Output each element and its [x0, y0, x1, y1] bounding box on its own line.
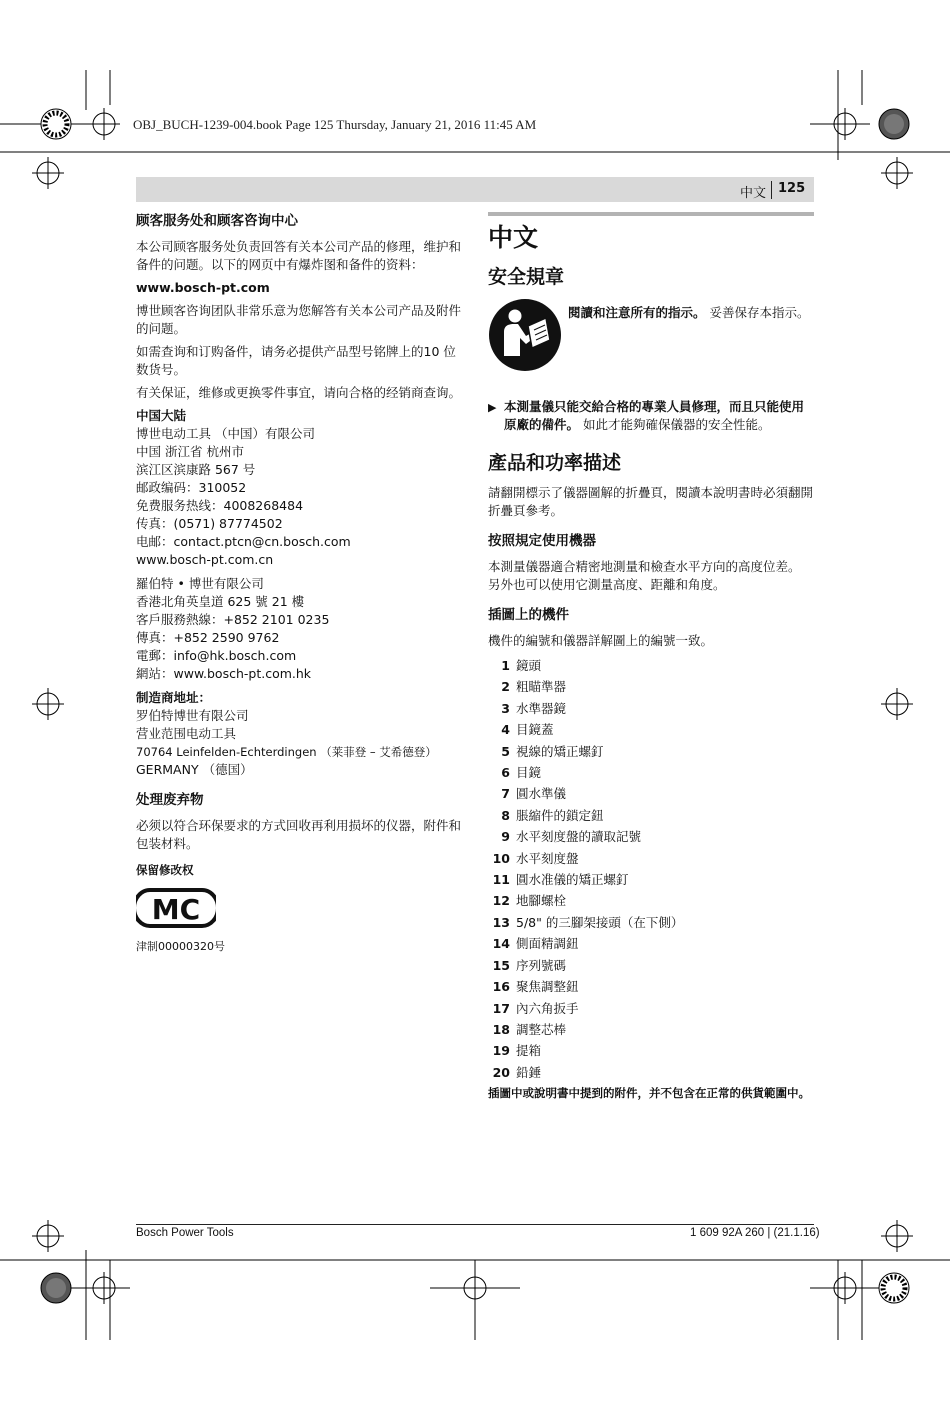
component-item	[488, 890, 814, 911]
page-number: 125	[778, 181, 806, 196]
language-title: 中文	[488, 223, 539, 252]
component-number: 13	[492, 914, 510, 930]
components-heading: 插圖上的機件	[488, 607, 569, 623]
china-line: 免费服务热线：4008268484	[136, 498, 304, 513]
print-metadata: OBJ_BUCH-1239-004.book Page 125 Thursday, January 21, 2016 11:45 AM	[133, 117, 537, 132]
repair-warning	[488, 398, 814, 434]
safety-text	[568, 298, 810, 322]
component-number: 8	[501, 807, 510, 823]
hk-address	[136, 575, 461, 683]
manufacturer-address	[136, 707, 461, 779]
hk-line: 客戶服務熱線：+852 2101 0235	[136, 612, 330, 627]
spare-parts-paragraph: 如需查询和订购备件，请务必提供产品型号铭牌上的10 位数货号。	[136, 344, 456, 377]
component-number: 10	[492, 850, 510, 866]
rights-reserved: 保留修改权	[136, 863, 194, 877]
footer-rule	[136, 1224, 814, 1225]
component-number: 6	[501, 765, 510, 781]
component-label: 內六角扳手	[516, 1000, 579, 1016]
right-column	[488, 222, 814, 1101]
component-label: 側面精調鈕	[516, 936, 579, 952]
manufacturer-line: 罗伯特博世有限公司	[136, 708, 249, 723]
china-email[interactable]: 电邮：contact.ptcn@cn.bosch.com	[136, 534, 351, 549]
component-item	[488, 698, 814, 719]
component-number: 3	[501, 700, 510, 716]
component-label: 提箱	[516, 1043, 542, 1059]
consult-paragraph: 博世顾客咨询团队非常乐意为您解答有关本公司产品及附件的问题。	[136, 303, 462, 336]
hk-line: 羅伯特 • 博世有限公司	[136, 576, 264, 591]
component-number: 18	[492, 1021, 510, 1037]
component-label: 視線的矯正螺釘	[516, 743, 604, 759]
service-heading: 顾客服务处和顾客咨询中心	[136, 213, 298, 229]
component-number: 11	[492, 872, 510, 888]
disposal-heading: 处理废弃物	[136, 792, 204, 808]
component-item	[488, 741, 814, 762]
component-label: 目鏡	[516, 765, 542, 781]
component-label: 5/8" 的三腳架接頭（在下側）	[516, 914, 684, 930]
warranty-paragraph: 有关保证，维修或更换零件事宜，请向合格的经销商查询。	[136, 385, 462, 400]
component-label: 鉛錘	[516, 1064, 542, 1080]
product-text: 請翻開標示了儀器圖解的折疊頁，閱讀本說明書時必須翻開折疊頁參考。	[488, 485, 814, 518]
component-item	[488, 826, 814, 847]
component-number: 20	[492, 1064, 510, 1080]
component-number: 16	[492, 979, 510, 995]
china-line: 传真：(0571) 87774502	[136, 516, 283, 531]
section-rule	[488, 212, 814, 216]
component-label: 鏡頭	[516, 658, 542, 673]
hk-line: 香港北角英皇道 625 號 21 樓	[136, 594, 305, 609]
manufacturer-line: 70764 Leinfelden-Echterdingen （莱菲登 – 艾希德登）	[136, 745, 437, 759]
component-item	[488, 805, 814, 826]
component-item	[488, 869, 814, 890]
china-heading: 中国大陆	[136, 408, 187, 423]
component-label: 聚焦調整鈕	[516, 979, 579, 995]
component-item	[488, 783, 814, 804]
safety-heading: 安全規章	[488, 266, 565, 288]
cmc-logo-text: MC	[151, 893, 201, 926]
component-number: 2	[501, 679, 510, 695]
china-line: 邮政编码：310052	[136, 480, 247, 495]
footer-doc-number: 1 609 92A 260 | (21.1.16)	[690, 1227, 820, 1239]
component-label: 脹縮件的鎖定鈕	[516, 807, 604, 823]
china-line: 滨江区滨康路 567 号	[136, 462, 256, 477]
component-label: 目鏡蓋	[516, 722, 554, 738]
component-number: 1	[501, 658, 510, 673]
component-label: 水平刻度盤	[516, 850, 579, 866]
manufacturer-line: 营业范围电动工具	[136, 726, 237, 741]
component-item	[488, 848, 814, 869]
component-list	[488, 655, 814, 1083]
component-number: 7	[501, 786, 510, 802]
component-item	[488, 955, 814, 976]
china-url[interactable]: www.bosch-pt.com.cn	[136, 552, 274, 567]
manufacturer-line: GERMANY （德国）	[136, 762, 253, 777]
safety-bold: 閱讀和注意所有的指示。	[568, 305, 706, 320]
component-number: 14	[492, 936, 510, 952]
china-line: 博世电动工具 （中国）有限公司	[136, 426, 315, 441]
component-label: 圓水准儀的矯正螺釘	[516, 872, 629, 888]
component-number: 15	[492, 957, 510, 973]
component-label: 粗瞄準器	[516, 679, 567, 695]
component-number: 4	[501, 722, 510, 738]
component-item	[488, 655, 814, 676]
component-number: 9	[501, 829, 510, 845]
component-item	[488, 1040, 814, 1061]
component-item	[488, 976, 814, 997]
left-column	[136, 212, 461, 955]
service-paragraph: 本公司顾客服务处负责回答有关本公司产品的修理，维护和备件的问题。以下的网页中有爆炸图和备件的资料：	[136, 239, 462, 272]
component-number: 19	[492, 1043, 510, 1059]
cmc-logo	[136, 886, 216, 930]
china-address	[136, 425, 461, 569]
footer-brand: Bosch Power Tools	[136, 1227, 234, 1239]
repair-bold: 本測量儀只能交給合格的專業人員修理，而且只能使用原廠的備件。	[504, 399, 805, 432]
component-label: 地腳螺栓	[516, 893, 567, 909]
components-intro: 機件的編號和儀器詳解圖上的編號一致。	[488, 633, 714, 648]
component-item	[488, 719, 814, 740]
component-item	[488, 933, 814, 954]
component-item	[488, 762, 814, 783]
component-item	[488, 912, 814, 933]
component-item	[488, 1019, 814, 1040]
repair-warning-text	[504, 398, 814, 434]
accessories-note: 插圖中或說明書中提到的附件，并不包含在正常的供貨範圍中。	[488, 1086, 810, 1101]
repair-rest: 如此才能夠確保儀器的安全性能。	[579, 417, 771, 432]
component-label: 調整芯棒	[516, 1021, 567, 1037]
component-label: 水準器鏡	[516, 700, 567, 716]
header-language: 中文	[740, 186, 767, 201]
hk-line: 傳真：+852 2590 9762	[136, 630, 280, 645]
component-item	[488, 1062, 814, 1083]
component-label: 水平刻度盤的讀取記號	[516, 829, 642, 845]
service-url[interactable]: www.bosch-pt.com	[136, 280, 270, 295]
component-item	[488, 998, 814, 1019]
component-number: 5	[501, 743, 510, 759]
safety-rest: 妥善保存本指示。	[705, 305, 810, 320]
component-number: 12	[492, 893, 510, 909]
intended-use-text: 本測量儀器適合精密地測量和檢查水平方向的高度位差。 另外也可以使用它測量高度、距離和角度。	[488, 559, 801, 592]
hk-email[interactable]: 電郵：info@hk.bosch.com	[136, 648, 297, 663]
header-band	[136, 177, 814, 202]
triangle-bullet-icon: ▶	[488, 401, 497, 414]
disposal-text: 必须以符合环保要求的方式回收再利用损坏的仪器，附件和包装材料。	[136, 818, 462, 851]
safety-notice	[488, 298, 814, 372]
china-line: 中国 浙江省 杭州市	[136, 444, 244, 459]
hk-url[interactable]: 網站：www.bosch-pt.com.hk	[136, 666, 312, 681]
certification-number: 津制00000320号	[136, 940, 225, 953]
header-separator	[771, 181, 772, 199]
component-label: 序列號碼	[516, 957, 567, 973]
component-item	[488, 676, 814, 697]
component-number: 17	[492, 1000, 510, 1016]
product-heading: 產品和功率描述	[488, 452, 622, 474]
intended-use-heading: 按照規定使用機器	[488, 533, 596, 549]
read-manual-icon	[488, 298, 562, 372]
component-label: 圓水準儀	[516, 786, 567, 802]
manufacturer-heading: 制造商地址：	[136, 690, 212, 705]
